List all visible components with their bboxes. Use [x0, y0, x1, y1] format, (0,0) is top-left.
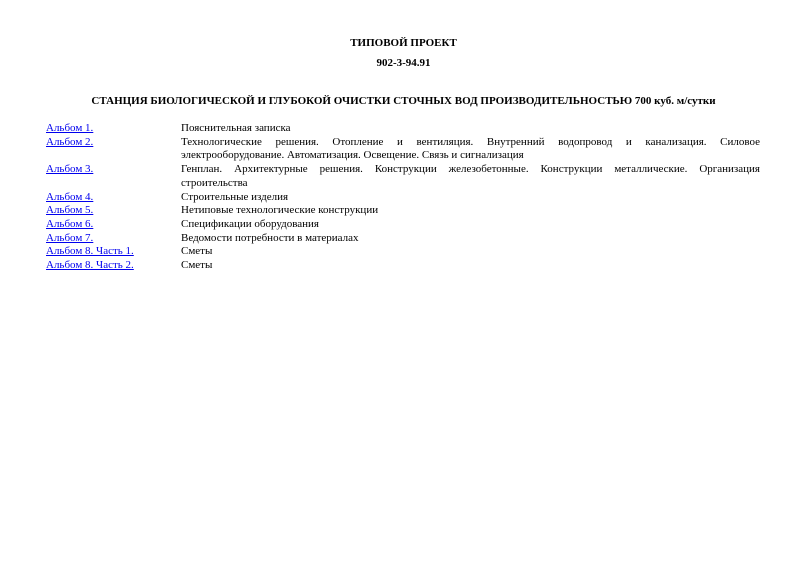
document-subject: СТАНЦИЯ БИОЛОГИЧЕСКОЙ И ГЛУБОКОЙ ОЧИСТКИ СТОЧНЫХ ВОД ПРОИЗВОДИТЕЛЬНОСТЬЮ 700 куб. м/сутки — [91, 95, 716, 107]
album-4-link[interactable]: Альбом 4. — [46, 190, 94, 203]
album-2-description: Технологические решения. Отопление и вентиляция. Внутренний водопровод и канализация. Силовое электрооборудование. Автоматизация. Освещение. Связь и сигнализация — [181, 135, 760, 162]
list-item — [46, 218, 760, 232]
album-8-part-2-description: Сметы — [181, 259, 213, 272]
album-1-description: Пояснительная записка — [181, 122, 291, 134]
album-6-link[interactable]: Альбом 6. — [46, 217, 94, 230]
album-8-part-2-link[interactable]: Альбом 8. Часть 2. — [46, 259, 134, 272]
album-8-part-1-link[interactable]: Альбом 8. Часть 1. — [46, 245, 134, 258]
album-5-link[interactable]: Альбом 5. — [46, 204, 94, 217]
album-7-link[interactable]: Альбом 7. — [46, 231, 94, 244]
document-code: 902-3-94.91 — [376, 57, 431, 69]
list-item — [46, 245, 760, 259]
album-3-link[interactable]: Альбом 3. — [46, 163, 94, 176]
albums-list — [46, 122, 760, 273]
album-3-description: Генплан. Архитектурные решения. Конструкции железобетонные. Конструкции металлические. Организация строительства — [181, 163, 760, 189]
album-5-description: Нетиповые технологические конструкции — [181, 204, 379, 217]
list-item — [46, 259, 760, 273]
list-item — [46, 232, 760, 246]
album-8-part-1-description: Сметы — [181, 245, 213, 258]
list-item — [46, 136, 760, 163]
album-4-description: Строительные изделия — [181, 190, 289, 203]
document-heading: ТИПОВОЙ ПРОЕКТ — [350, 37, 457, 49]
album-1-link[interactable]: Альбом 1. — [46, 122, 94, 134]
album-2-link[interactable]: Альбом 2. — [46, 135, 94, 148]
list-item — [46, 122, 760, 136]
list-item — [46, 204, 760, 218]
album-6-description: Спецификации оборудования — [181, 217, 319, 230]
list-item — [46, 163, 760, 190]
list-item — [46, 191, 760, 205]
album-7-description: Ведомости потребности в материалах — [181, 231, 359, 244]
